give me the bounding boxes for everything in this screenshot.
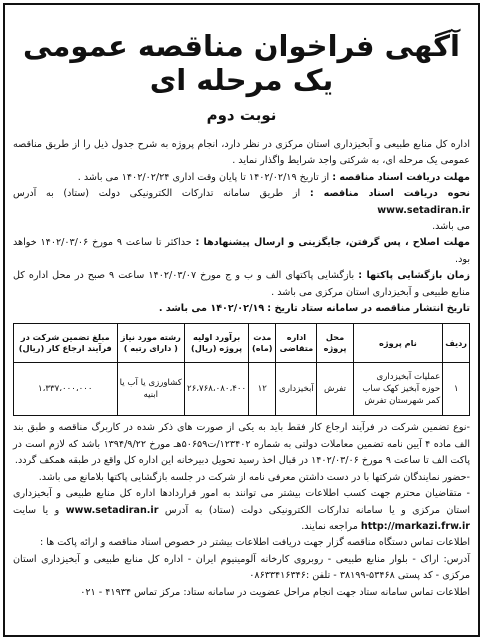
opening-text: بازگشایی پاکتهای الف و ب و ج مورخ ۱۴۰۲/۰۳/۰۷ ساعت ۹ صبح در محل اداره کل منابع طبیعی و آبخیزداری استان مرکزی می باشد . [13,270,470,298]
address-paragraph: آدرس: اراک - بلوار منابع طبیعی - روبروی کارخانه آلومینیوم ایران - اداره کل منابع طبیعی و آبخیزداری استان مرکزی - کد پستی ۵۳۴۶۸-۳۸۱۹۹ - تلفن :۰۸۶۳۳۴۱۶۳۴۶ [13,553,470,582]
table-row [14,363,470,416]
info-paragraph [13,486,470,535]
col-row-number: ردیف [443,324,470,363]
opening-line [13,268,470,301]
deadline-text: از تاریخ ۱۴۰۲/۰۲/۱۹ تا پایان وقت اداری ۱۴۰۲/۰۲/۲۴ می باشد . [77,171,330,183]
ad-frame [3,3,480,637]
publish-text: ۱۴۰۲/۰۲/۱۹ می باشد . [158,303,265,315]
ad-title: آگهی فراخوان مناقصه عمومی یک مرحله ای [23,29,460,97]
col-estimate: برآورد اولیه پروژه (ریال) [185,324,249,363]
setad-link-2[interactable]: www.setadiran.ir [65,504,159,516]
cell-row-number: ۱ [443,363,470,416]
cell-required-field: کشاورزی یا آب یا ابنیه [117,363,184,416]
submit-text: حداکثر تا ساعت ۹ مورخ ۱۴۰۲/۰۳/۰۶ خواهد بود. [13,237,470,265]
col-department: اداره متقاضی [276,324,317,363]
col-guarantee: مبلغ تضمین شرکت در فرآیند ارجاع کار (ریال) [14,324,118,363]
col-required-field: رشته مورد نیاز ( دارای رتبه ) [117,324,184,363]
info-and: و یا [42,504,60,516]
col-duration: مدت (ماه) [249,324,276,363]
opening-label: زمان بازگشایی پاکتها : [358,270,470,282]
cell-department: آبخیزداری [276,363,317,416]
method-text: از طریق سامانه تدارکات الکترونیکی دولت (ستاد) به آدرس [13,188,301,200]
attend-paragraph: -حضور نمایندگان شرکتها با در دست داشتن معرفی نامه از شرکت در جلسه بازگشایی پاکتها بلامانع می باشد. [38,471,470,483]
intro-paragraph: اداره کل منابع طبیعی و آبخیزداری استان مرکزی در نظر دارد، انجام پروژه به شرح جدول ذیل را از طریق مناقصه عمومی یک مرحله ای، به شرکتی واجد شرایط واگذار نماید . [13,139,470,167]
site-label: سایت [13,504,37,516]
method-label: نحوه دریافت اسناد مناقصه : [309,188,470,200]
col-project-name: نام پروژه [353,324,443,363]
cell-guarantee: ۱،۳۳۷،۰۰۰،۰۰۰ [14,363,118,416]
publish-line [13,301,470,317]
cell-duration: ۱۲ [249,363,276,416]
deadline-line [13,170,470,186]
method-line [13,186,470,235]
submit-label: مهلت اصلاح ، پس گرفتن، جایگزینی و ارسال پیشنهادها : [195,237,470,249]
col-location: محل پروژه [317,324,353,363]
submit-line [13,235,470,268]
table-header-row [14,324,470,363]
method-tail: می باشد. [432,221,470,233]
info-tail: مراجعه نمایند. [301,520,358,532]
setad-contact: اطلاعات تماس سامانه ستاد جهت انجام مراحل عضویت در سامانه ستاد: مرکز تماس ۴۱۹۳۴ - ۰۲۱ [80,586,470,598]
ad-subtitle: نوبت دوم [206,106,277,124]
cell-project-name: عملیات آبخیزداری حوزه آبخیز کهک ساب کمر شهرستان تفرش [353,363,443,416]
publish-label: تاریخ انتشار مناقصه در سامانه ستاد تاریخ : [267,303,470,315]
markazi-link[interactable]: http://markazi.frw.ir [360,520,470,532]
setad-link[interactable]: www.setadiran.ir [377,204,470,216]
cell-estimate: ۲۶،۷۶۸،۰۸۰،۴۰۰ [185,363,249,416]
guarantee-paragraph: -نوع تضمین شرکت در فرآیند ارجاع کار فقط باید به یکی از صورت های ذکر شده در کاربرگ مناقصه و طبق بند الف ماده ۴ آیین نامه تضمین معاملات دولتی به شماره ۱۲۳۴۰۲/ت۵۰۶۵۹هـ مورخ ۱۳۹۴/۹/۲۲ باشد که لازم است در پاکت الف تا ساعت ۹ مورخ ۱۴۰۲/۰۳/۰۶ در قبال اخذ رسید تحویل دبیرخانه این اداره کل واقع در طبقه همکف گردد. [13,422,471,467]
deadline-label: مهلت دریافت اسناد مناقصه : [332,171,470,183]
tender-table [13,323,470,416]
cell-location: تفرش [317,363,353,416]
contact-intro: اطلاعات تماس دستگاه مناقصه گزار جهت دریافت اطلاعات بیشتر در خصوص اسناد مناقصه و ارائه پاکت ها : [39,537,470,549]
ad-content [13,11,470,631]
info-text: - متقاضیان محترم جهت کسب اطلاعات بیشتر می توانند به امور قراردادها اداره کل منابع طبیعی و آبخیزداری استان مرکزی و یا سامانه تدارکات الکترونیکی دولت (ستاد) به آدرس [13,488,470,516]
